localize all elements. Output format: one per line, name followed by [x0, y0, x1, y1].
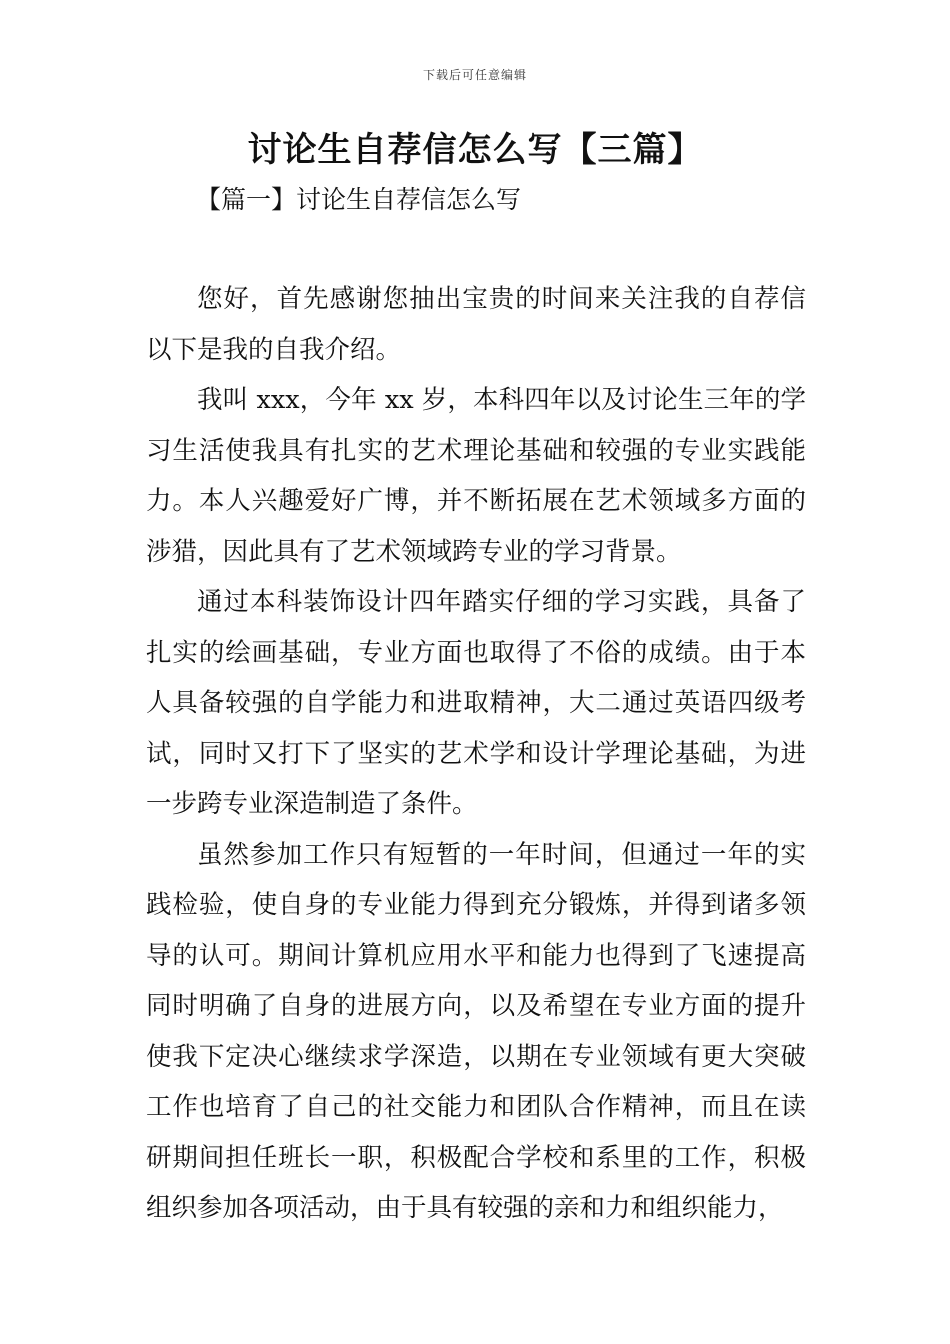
paragraph: 虽然参加工作只有短暂的一年时间，但通过一年的实践检验，使自身的专业能力得到充分锻炼，并得到诸多领导的认可。期间计算机应用水平和能力也得到了飞速提高同时明确了自身的进展方向，以及希望在专业方面的提升使我下定决心继续求学深造，以期在专业领域有更大突破工作也培育了自己的社交能力和团队合作精神，而且在读研期间担任班长一职，积极配合学校和系里的工作，积极组织参加各项活动，由于具有较强的亲和力和组织能力， — [146, 839, 806, 1223]
paragraph: 您好，首先感谢您抽出宝贵的时间来关注我的自荐信以下是我的自我介绍。 — [146, 284, 806, 365]
header-note: 下载后可任意编辑 — [422, 68, 527, 82]
paragraph: 我叫 xxx，今年 xx 岁，本科四年以及讨论生三年的学习生活使我具有扎实的艺术理论基础和较强的专业实践能力。本人兴趣爱好广博，并不断拓展在艺术领域多方面的涉猎，因此具有了艺术领域跨专业的学习背景。 — [146, 385, 806, 567]
section-heading: 【篇一】讨论生自荐信怎么写 — [196, 185, 522, 214]
body-text — [146, 274, 806, 1234]
paragraph: 通过本科装饰设计四年踏实仔细的学习实践，具备了扎实的绘画基础，专业方面也取得了不俗的成绩。由于本人具备较强的自学能力和进取精神，大二通过英语四级考试，同时又打下了坚实的艺术学和设计学理论基础，为进一步跨专业深造制造了条件。 — [146, 587, 806, 819]
document-title: 讨论生自荐信怎么写【三篇】 — [247, 130, 703, 170]
